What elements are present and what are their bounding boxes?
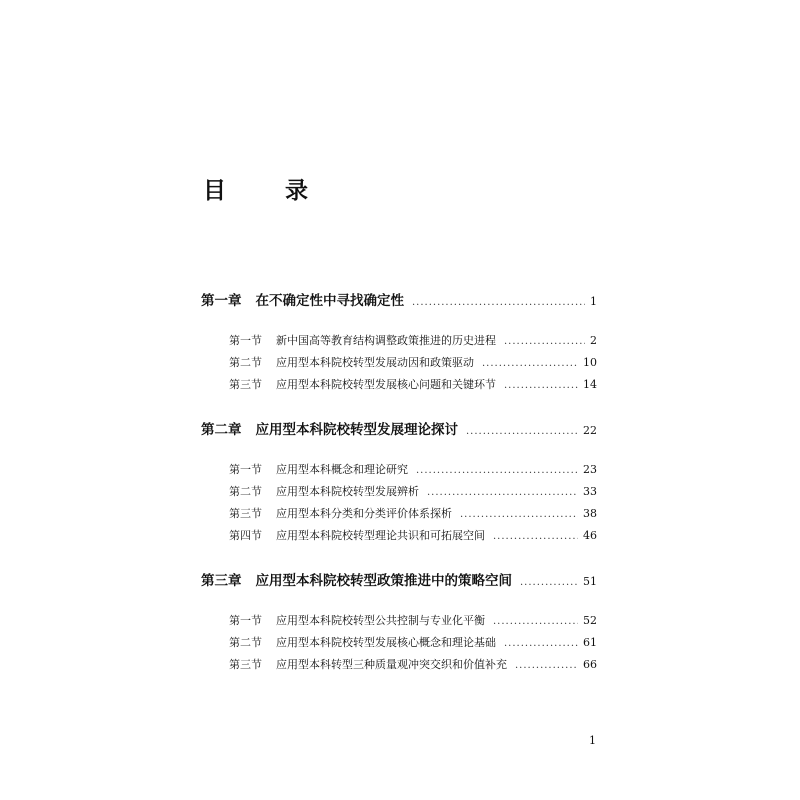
toc-section-entry: [229, 332, 597, 348]
toc-page-number: 2: [590, 334, 597, 347]
toc-section-entry: [229, 483, 597, 499]
toc-page-number: 51: [583, 575, 597, 588]
chapter-number: 第一章: [201, 293, 242, 309]
section-title: 应用型本科院校转型发展辨析: [276, 485, 419, 498]
toc-section-entry: [229, 634, 597, 650]
toc-section-entry: [229, 376, 597, 392]
section-title: 应用型本科院校转型发展核心问题和关键环节: [276, 378, 496, 391]
chapter-title: 应用型本科院校转型政策推进中的策略空间: [255, 573, 512, 589]
section-title: 应用型本科院校转型发展核心概念和理论基础: [276, 636, 496, 649]
toc-page-number: 1: [590, 295, 597, 308]
toc-page-number: 66: [583, 658, 597, 671]
section-number: 第三节: [229, 378, 262, 391]
toc-page-number: 10: [583, 356, 597, 369]
toc-section-entry: [229, 527, 597, 543]
section-number: 第四节: [229, 529, 262, 542]
section-number: 第一节: [229, 614, 262, 627]
section-title: 应用型本科分类和分类评价体系探析: [276, 507, 452, 520]
dot-leader: [493, 531, 578, 542]
toc-page-number: 38: [583, 507, 597, 520]
dot-leader: [427, 487, 578, 498]
dot-leader: [520, 577, 578, 588]
toc-section-entry: [229, 505, 597, 521]
toc-section-entry: [229, 461, 597, 477]
dot-leader: [466, 426, 578, 437]
toc-section-entry: [229, 612, 597, 628]
section-number: 第二节: [229, 636, 262, 649]
dot-leader: [504, 380, 578, 391]
section-title: 应用型本科院校转型发展动因和政策驱动: [276, 356, 474, 369]
dot-leader: [504, 638, 578, 649]
section-title: 新中国高等教育结构调整政策推进的历史进程: [276, 334, 496, 347]
section-title: 应用型本科概念和理论研究: [276, 463, 408, 476]
dot-leader: [412, 297, 585, 308]
section-number: 第一节: [229, 334, 262, 347]
section-number: 第三节: [229, 658, 262, 671]
toc-chapter-entry: [201, 289, 597, 309]
toc-section-entry: [229, 354, 597, 370]
section-title: 应用型本科转型三种质量观冲突交织和价值补充: [276, 658, 507, 671]
toc-page-number: 14: [583, 378, 597, 391]
page-number: 1: [589, 734, 596, 747]
dot-leader: [416, 465, 578, 476]
dot-leader: [482, 358, 578, 369]
toc-page-number: 46: [583, 529, 597, 542]
toc-chapter-entry: [201, 418, 597, 438]
section-title: 应用型本科院校转型理论共识和可拓展空间: [276, 529, 485, 542]
dot-leader: [460, 509, 578, 520]
toc-title: 目 录: [203, 177, 326, 204]
chapter-title: 应用型本科院校转型发展理论探讨: [255, 422, 458, 438]
chapter-number: 第二章: [201, 422, 242, 438]
toc-page-number: 23: [583, 463, 597, 476]
section-number: 第二节: [229, 356, 262, 369]
chapter-number: 第三章: [201, 573, 242, 589]
toc-page-number: 33: [583, 485, 597, 498]
section-number: 第二节: [229, 485, 262, 498]
toc-chapter-entry: [201, 569, 597, 589]
toc-page-number: 22: [583, 424, 597, 437]
section-number: 第三节: [229, 507, 262, 520]
section-title: 应用型本科院校转型公共控制与专业化平衡: [276, 614, 485, 627]
section-number: 第一节: [229, 463, 262, 476]
toc-page-number: 52: [583, 614, 597, 627]
dot-leader: [515, 660, 578, 671]
toc-section-entry: [229, 656, 597, 672]
toc-page-number: 61: [583, 636, 597, 649]
dot-leader: [493, 616, 578, 627]
dot-leader: [504, 336, 585, 347]
chapter-title: 在不确定性中寻找确定性: [255, 293, 404, 309]
